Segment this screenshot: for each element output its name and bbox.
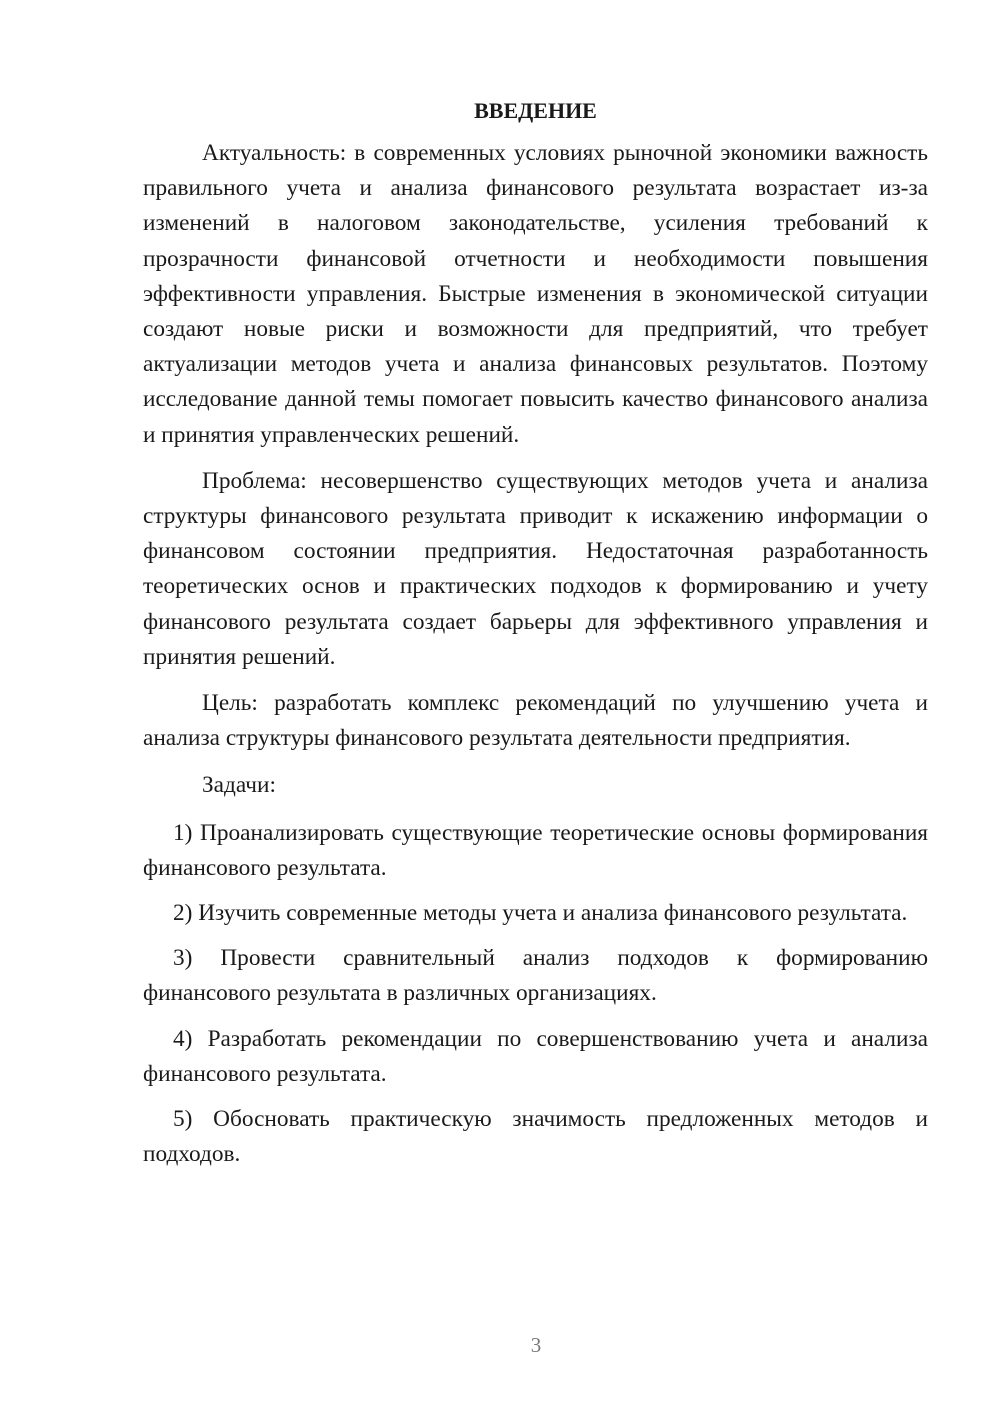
- tasks-list: [143, 816, 928, 1173]
- page-content: [143, 96, 928, 1182]
- task-item: 5) Обосновать практическую значимость предложенных методов и подходов.: [143, 1106, 928, 1168]
- task-item: 2) Изучить современные методы учета и анализа финансового результата.: [173, 900, 908, 927]
- relevance-paragraph: Актуальность: в современных условиях рыночной экономики важность правильного учета и анализа финансового результата возрастает из-за изменений в налоговом законодательстве, усиления требований к прозрачности финансовой отчетности и необходимости повышения эффективности управления. Быстрые изменения в экономической ситуации создают новые риски и возможности для предприятий, что требует актуализации методов учета и анализа финансовых результатов. Поэтому исследование данной темы помогает повысить качество финансового анализа и принятия управленческих решений.: [143, 140, 928, 448]
- page-number: 3: [530, 1333, 542, 1357]
- problem-paragraph: Проблема: несовершенство существующих методов учета и анализа структуры финансового результата приводит к искажению информации о финансовом состоянии предприятия. Недостаточная разработанность теоретических основ и практических подходов к формированию и учету финансового результата создает барьеры для эффективного управления и принятия решений.: [143, 467, 928, 670]
- goal-paragraph: Цель: разработать комплекс рекомендаций по улучшению учета и анализа структуры финансового результата деятельности предприятия.: [143, 690, 928, 752]
- tasks-heading: Задачи:: [202, 772, 276, 799]
- task-item: 4) Разработать рекомендации по совершенствованию учета и анализа финансового результата.: [143, 1025, 928, 1087]
- task-item: 3) Провести сравнительный анализ подходов к формированию финансового результата в различных организациях.: [143, 945, 928, 1007]
- task-item: 1) Проанализировать существующие теоретические основы формирования финансового результата.: [143, 819, 928, 881]
- section-title: ВВЕДЕНИЕ: [474, 98, 597, 123]
